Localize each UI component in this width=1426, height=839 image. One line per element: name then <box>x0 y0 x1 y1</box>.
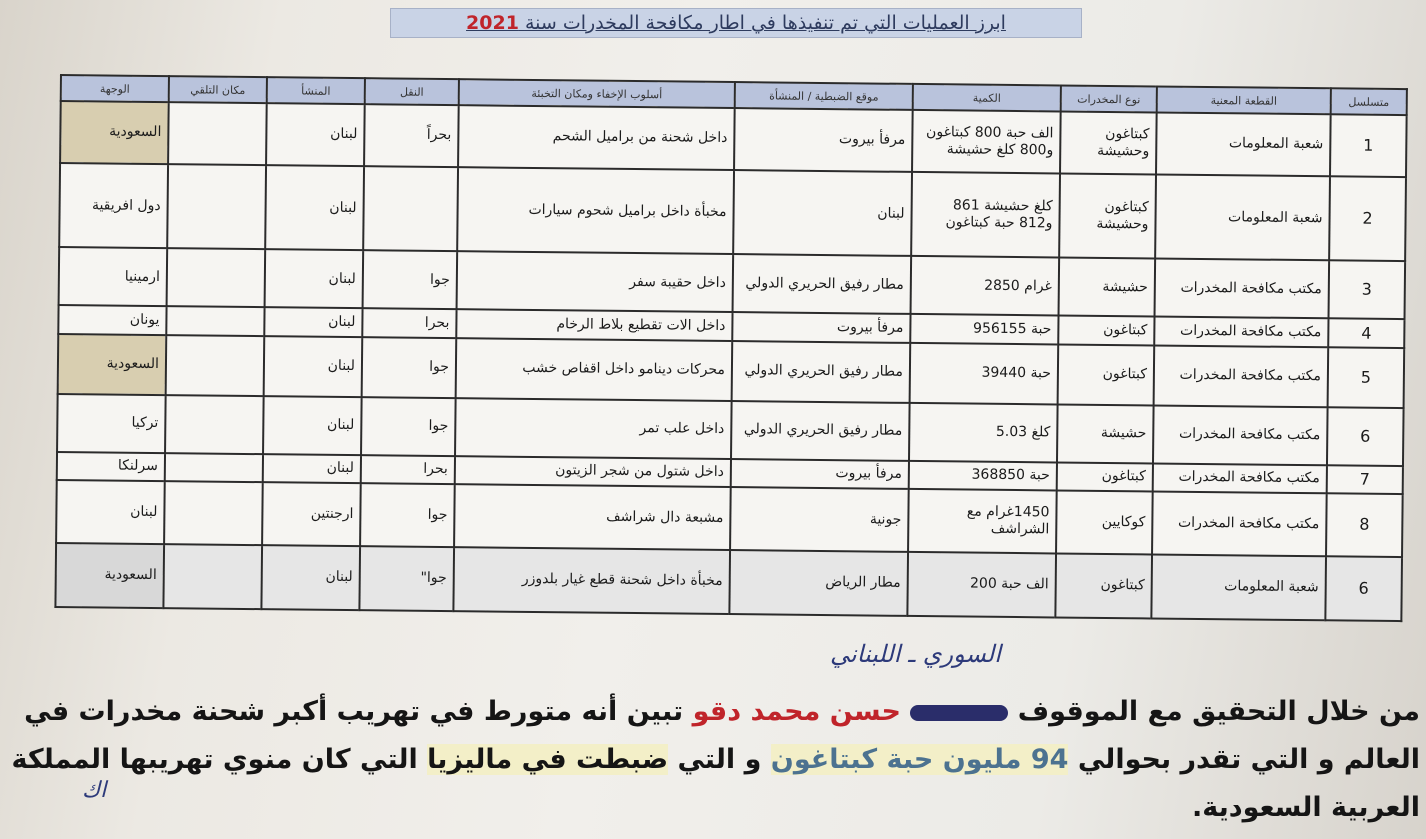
cell-receiving-place <box>167 164 266 249</box>
cell-transport: جوا" <box>359 546 454 611</box>
cell-quantity: حبة 368850 <box>909 460 1057 490</box>
col-header-concealment: أسلوب الإخفاء ومكان التخبئة <box>459 79 735 108</box>
col-header-destination: الوجهة <box>61 75 169 102</box>
cell-seizure-site: مطار رفيق الحريري الدولي <box>733 255 912 315</box>
cell-serial: 6 <box>1327 407 1404 465</box>
table-row <box>59 163 1406 261</box>
paragraph-part4: التي كان منوي تهريبها المملكة العربية السعودية. <box>11 744 1420 823</box>
cell-serial: 8 <box>1326 494 1403 557</box>
cell-concealment: مخبأة داخل براميل شحوم سيارات <box>457 167 734 254</box>
operations-table <box>54 74 1408 622</box>
cell-quantity: غرام 2850 <box>911 256 1060 315</box>
cell-concealment: داخل حقيبة سفر <box>457 252 734 313</box>
cell-drug-type: حشيشة <box>1057 404 1154 463</box>
cell-serial: 1 <box>1330 114 1407 177</box>
cell-concealment: داخل الات تقطيع بلاط الرخام <box>456 309 732 341</box>
operations-table-sheet <box>54 74 1406 622</box>
cell-serial: 2 <box>1329 176 1406 261</box>
cell-receiving-place <box>166 335 265 396</box>
cell-drug-type: كبتاغون <box>1057 462 1153 492</box>
cell-quantity: كلغ 5.03 <box>909 403 1058 462</box>
col-header-unit: القطعة المعنية <box>1157 86 1331 114</box>
cell-destination: السعودية <box>60 101 169 164</box>
cell-origin: لبنان <box>263 396 362 455</box>
paragraph-part3: و التي <box>677 744 762 775</box>
col-header-origin: المنشأ <box>267 77 365 104</box>
cell-seizure-site: مرفأ بيروت <box>734 108 913 172</box>
cell-origin: ارجنتين <box>262 483 361 546</box>
investigation-paragraph <box>6 688 1420 832</box>
handwritten-note-top: السوري ـ اللبناني <box>830 640 1001 668</box>
cell-transport: بحرا <box>361 455 455 485</box>
cell-serial: 6 <box>1325 556 1402 621</box>
cell-transport: جوا <box>362 337 457 398</box>
cell-serial: 4 <box>1328 318 1404 348</box>
col-header-receiving-place: مكان التلقي <box>169 76 267 103</box>
cell-quantity: حبة 956155 <box>910 314 1058 344</box>
cell-unit: مكتب مكافحة المخدرات <box>1154 317 1328 348</box>
paragraph-part2: تبين أنه متورط في تهريب أكبر شحنة مخدرات في العالم و التي تقدر بحوالي <box>24 696 1420 775</box>
cell-serial: 7 <box>1327 465 1403 495</box>
cell-concealment: داخل شتول من شجر الزيتون <box>455 456 731 488</box>
cell-receiving-place <box>165 453 263 483</box>
cell-receiving-place <box>165 395 264 454</box>
cell-unit: مكتب مكافحة المخدرات <box>1154 345 1329 407</box>
col-header-drug-type: نوع المخدرات <box>1061 85 1157 112</box>
col-header-quantity: الكمية <box>913 84 1061 112</box>
cell-destination: لبنان <box>56 480 165 543</box>
paragraph-part1: من خلال التحقيق مع الموقوف <box>1017 696 1420 727</box>
table-row <box>55 543 1402 622</box>
cell-transport: بحراً <box>364 104 459 167</box>
cell-concealment: مخبأة داخل شحنة قطع غيار بلدوزر <box>453 547 730 614</box>
cell-drug-type: كبتاغون <box>1058 316 1154 346</box>
cell-unit: مكتب مكافحة المخدرات <box>1153 463 1327 494</box>
cell-origin: لبنان <box>261 545 360 610</box>
cell-unit: شعبة المعلومات <box>1156 112 1331 176</box>
cell-seizure-site: مطار الرياض <box>729 550 908 616</box>
cell-destination: دول افريقية <box>59 163 168 248</box>
seizure-quantity: 94 مليون حبة كبتاغون <box>770 744 1069 775</box>
cell-receiving-place <box>164 482 263 545</box>
cell-seizure-site: لبنان <box>733 170 912 256</box>
suspect-name: حسن محمد دقو <box>692 696 901 727</box>
cell-transport: جوا <box>361 397 456 456</box>
cell-quantity: كلغ حشيشة 861 و812 حبة كبتاغون <box>911 172 1060 258</box>
cell-transport: بحرا <box>362 308 456 338</box>
cell-destination: السعودية <box>55 543 164 609</box>
cell-destination: ارمينيا <box>59 247 168 306</box>
cell-quantity: حبة 39440 <box>910 343 1059 404</box>
cell-drug-type: كبتاغون وحشيشة <box>1059 174 1156 259</box>
cell-serial: 3 <box>1329 261 1406 319</box>
cell-origin: لبنان <box>264 307 362 337</box>
cell-seizure-site: مطار رفيق الحريري الدولي <box>732 341 911 403</box>
cell-seizure-site: مرفأ بيروت <box>732 312 910 343</box>
cell-drug-type: حشيشة <box>1059 258 1156 317</box>
seizure-place: ضبطت في ماليزيا <box>427 744 669 775</box>
cell-concealment: محركات دينامو داخل اقفاص خشب <box>456 338 733 401</box>
cell-transport: جوا <box>363 251 458 310</box>
cell-seizure-site: مطار رفيق الحريري الدولي <box>731 401 910 461</box>
cell-origin: لبنان <box>264 336 363 397</box>
cell-seizure-site: مرفأ بيروت <box>731 459 909 490</box>
cell-unit: شعبة المعلومات <box>1151 554 1326 620</box>
cell-origin: لبنان <box>265 250 364 309</box>
cell-unit: شعبة المعلومات <box>1155 175 1330 261</box>
cell-concealment: مشبعة دال شراشف <box>454 485 731 550</box>
cell-concealment: داخل شحنة من براميل الشحم <box>458 105 735 170</box>
cell-seizure-site: جونية <box>730 487 909 551</box>
cell-drug-type: كبتاغون <box>1058 344 1155 405</box>
cell-drug-type: كبتاغون <box>1055 553 1152 618</box>
cell-receiving-place <box>168 102 267 165</box>
cell-destination: سرلنكا <box>57 452 165 482</box>
cell-destination: يونان <box>58 305 166 335</box>
cell-origin: لبنان <box>263 454 361 484</box>
cell-unit: مكتب مكافحة المخدرات <box>1153 405 1328 465</box>
cell-origin: لبنان <box>265 165 364 250</box>
page-title <box>390 8 1082 38</box>
cell-receiving-place <box>166 306 264 336</box>
cell-unit: مكتب مكافحة المخدرات <box>1155 259 1330 319</box>
cell-destination: السعودية <box>58 334 167 395</box>
title-year: 2021 <box>466 12 519 34</box>
cell-transport <box>363 166 458 251</box>
cell-receiving-place <box>167 249 266 308</box>
title-text: ابرز العمليات التي تم تنفيذها في اطار مكافحة المخدرات سنة <box>524 12 1006 34</box>
cell-transport: جوا <box>360 484 455 547</box>
cell-origin: لبنان <box>266 103 365 166</box>
handwritten-note-bottom: اك <box>82 778 107 803</box>
cell-drug-type: كبتاغون وحشيشة <box>1060 111 1157 174</box>
col-header-seizure-site: موقع الضبطية / المنشأة <box>735 82 913 110</box>
col-header-serial: متسلسل <box>1331 88 1407 115</box>
cell-concealment: داخل علب تمر <box>455 398 732 459</box>
redaction-blot <box>910 705 1008 721</box>
cell-drug-type: كوكايين <box>1056 491 1153 554</box>
cell-receiving-place <box>163 544 262 609</box>
cell-quantity: 1450غرام مع الشراشف <box>908 489 1057 553</box>
cell-destination: تركيا <box>57 394 166 453</box>
cell-serial: 5 <box>1328 347 1405 408</box>
cell-unit: مكتب مكافحة المخدرات <box>1152 492 1327 556</box>
cell-quantity: الف حبة 200 <box>907 551 1056 617</box>
cell-quantity: الف حبة 800 كبتاغون و800 كلغ حشيشة <box>912 110 1061 174</box>
col-header-transport: النقل <box>365 78 459 105</box>
